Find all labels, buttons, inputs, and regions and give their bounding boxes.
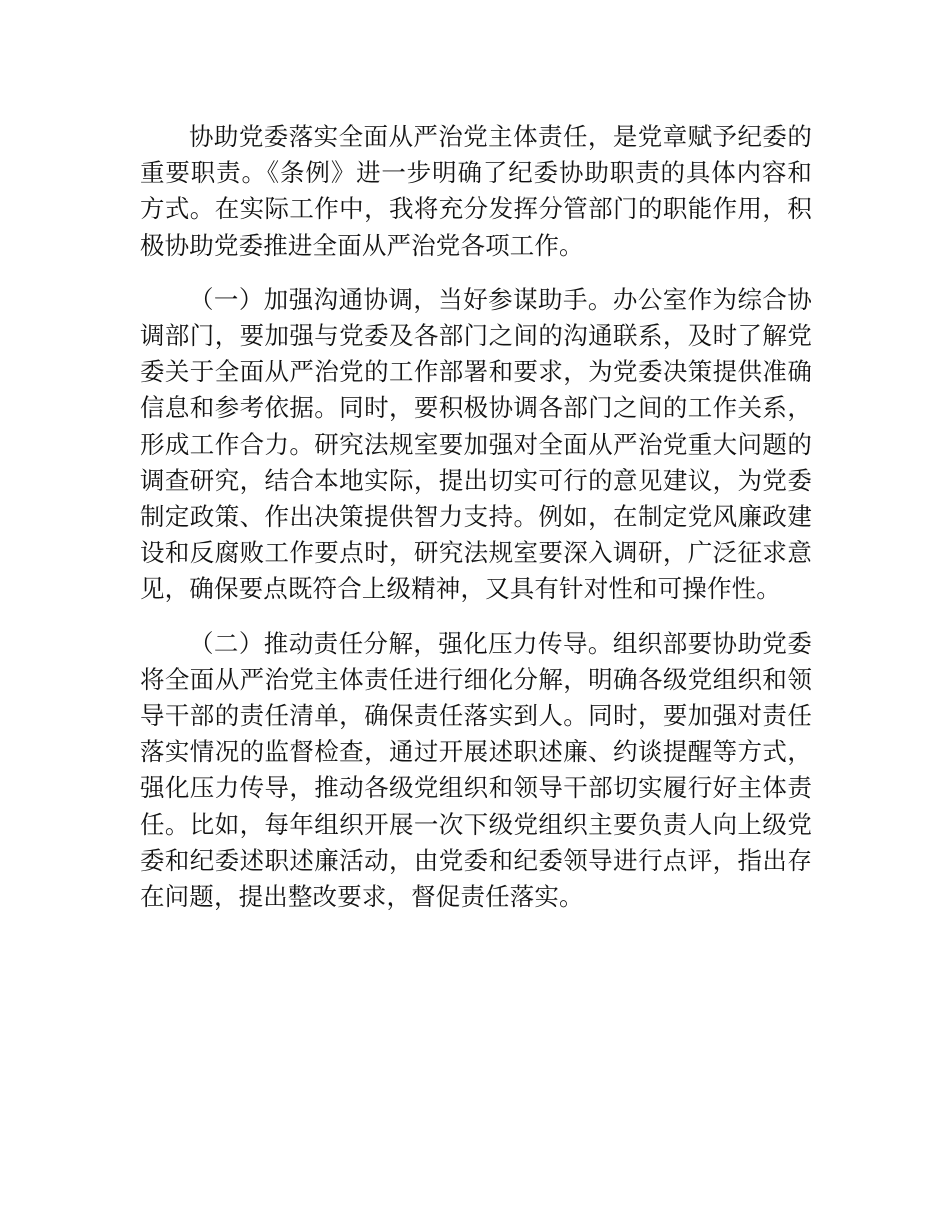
paragraph-intro: 协助党委落实全面从严治党主体责任，是党章赋予纪委的重要职责。《条例》进一步明确了纪委协助职责的具体内容和方式。在实际工作中，我将充分发挥分管部门的职能作用，积极协助党委推进全面从严治党各项工作。 — [140, 122, 812, 260]
document-body — [140, 119, 812, 933]
paragraph-section-1: （一）加强沟通协调，当好参谋助手。办公室作为综合协调部门，要加强与党委及各部门之间的沟通联系，及时了解党委关于全面从严治党的工作部署和要求，为党委决策提供准确信息和参考依据。同时，要积极协调各部门之间的工作关系，形成工作合力。研究法规室要加强对全面从严治党重大问题的调查研究，结合本地实际，提出切实可行的意见建议，为党委制定政策、作出决策提供智力支持。例如，在制定党风廉政建设和反腐败工作要点时，研究法规室要深入调研，广泛征求意见，确保要点既符合上级精神，又具有针对性和可操作性。 — [140, 284, 812, 604]
paragraph-section-2: （二）推动责任分解，强化压力传导。组织部要协助党委将全面从严治党主体责任进行细化分解，明确各级党组织和领导干部的责任清单，确保责任落实到人。同时，要加强对责任落实情况的监督检查，通过开展述职述廉、约谈提醒等方式，强化压力传导，推动各级党组织和领导干部切实履行好主体责任。比如，每年组织开展一次下级党组织主要负责人向上级党委和纪委述职述廉活动，由党委和纪委领导进行点评，指出存在问题，提出整改要求，督促责任落实。 — [140, 628, 812, 912]
